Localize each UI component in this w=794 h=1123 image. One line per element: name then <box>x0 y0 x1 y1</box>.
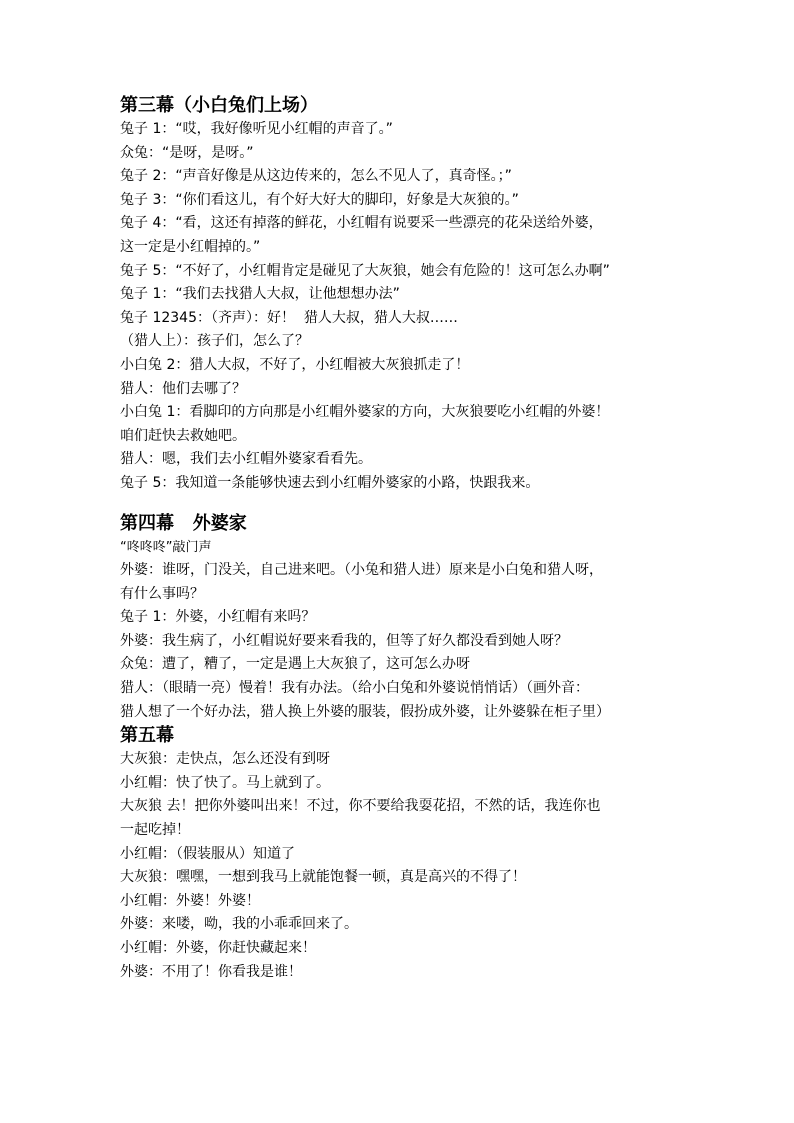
script-line: 猎人想了一个好办法，猎人换上外婆的服装，假扮成外婆，让外婆躲在柜子里） <box>120 703 610 720</box>
script-line: 咱们赶快去救她吧。 <box>120 427 246 444</box>
act5-title: 第五幕 <box>120 725 174 747</box>
script-line: 兔子 12345：（齐声）：好！ 猎人大叔，猎人大叔…… <box>120 309 458 326</box>
script-line: 这一定是小红帽掉的。” <box>120 238 261 255</box>
script-line: 众兔：遭了，糟了，一定是遇上大灰狼了，这可怎么办呀 <box>120 656 470 673</box>
script-line: 外婆：不用了！你看我是谁！ <box>120 963 302 980</box>
script-line: 小红帽：外婆，你赶快藏起来！ <box>120 940 316 956</box>
act3-title: 第三幕（小白兔们上场） <box>120 95 318 116</box>
script-line: 兔子 3：“你们看这儿，有个好大好大的脚印，好象是大灰狼的。” <box>120 191 519 208</box>
script-line: 小白兔 2：猎人大叔，不好了，小红帽被大灰狼抓走了！ <box>120 356 470 373</box>
script-line: 外婆：我生病了，小红帽说好要来看我的，但等了好久都没看到她人呀？ <box>120 632 568 649</box>
script-line: 兔子 2：“声音好像是从这边传来的，怎么不见人了，真奇怪。；” <box>120 168 512 185</box>
script-line: 众兔：“是呀，是呀。” <box>120 144 254 161</box>
act4-title: 第四幕 外婆家 <box>120 512 247 534</box>
act4-lines <box>120 559 680 724</box>
script-line: 兔子 5：“不好了，小红帽肯定是碰见了大灰狼，她会有危险的！这可怎么办啊” <box>120 262 610 279</box>
script-line: 猎人：（眼睛一亮）慢着！我有办法。（给小白兔和外婆说悄悄话）（画外音： <box>120 680 589 697</box>
script-line: 兔子 1：“哎，我好像听见小红帽的声音了。” <box>120 121 393 137</box>
script-line: 大灰狼：嘿嘿，一想到我马上就能饱餐一顿，真是高兴的不得了！ <box>120 869 526 886</box>
act5-lines <box>120 748 680 984</box>
script-line: 大灰狼 去！把你外婆叫出来！不过，你不要给我耍花招，不然的话，我连你也 <box>120 798 601 815</box>
script-line: 外婆：谁呀，门没关，自己进来吧。（小兔和猎人进）原来是小白兔和猎人呀， <box>120 562 603 579</box>
script-line: 小白兔 1：看脚印的方向那是小红帽外婆家的方向，大灰狼要吃小红帽的外婆！ <box>120 404 610 421</box>
section-gap <box>120 496 680 512</box>
script-line: 一起吃掉！ <box>120 822 190 839</box>
script-line: 大灰狼：走快点，怎么还没有到呀 <box>120 751 330 768</box>
script-line: 小红帽：（假装服从）知道了 <box>120 845 295 862</box>
script-line: （猎人上）：孩子们，怎么了？ <box>120 333 309 350</box>
script-line: 小红帽：外婆！外婆！ <box>120 892 260 909</box>
act3-lines <box>120 118 680 496</box>
script-line: 兔子 1：“我们去找猎人大叔，让他想想办法” <box>120 286 400 303</box>
script-content <box>120 94 680 984</box>
act4-subtitle: “咚咚咚”敲门声 <box>120 539 212 555</box>
script-line: 有什么事吗？ <box>120 585 204 602</box>
script-line: 小红帽：快了快了。马上就到了。 <box>120 774 330 791</box>
script-line: 外婆：来喽，呦，我的小乖乖回来了。 <box>120 916 358 933</box>
script-line: 兔子 1：外婆，小红帽有来吗？ <box>120 609 316 626</box>
script-line: 兔子 5：我知道一条能够快速去到小红帽外婆家的小路，快跟我来。 <box>120 474 540 491</box>
script-line: 兔子 4：“看，这还有掉落的鲜花，小红帽有说要采一些漂亮的花朵送给外婆， <box>120 215 603 232</box>
script-line: 猎人：嗯，我们去小红帽外婆家看看先。 <box>120 451 372 468</box>
script-line: 猎人：他们去哪了？ <box>120 380 246 397</box>
